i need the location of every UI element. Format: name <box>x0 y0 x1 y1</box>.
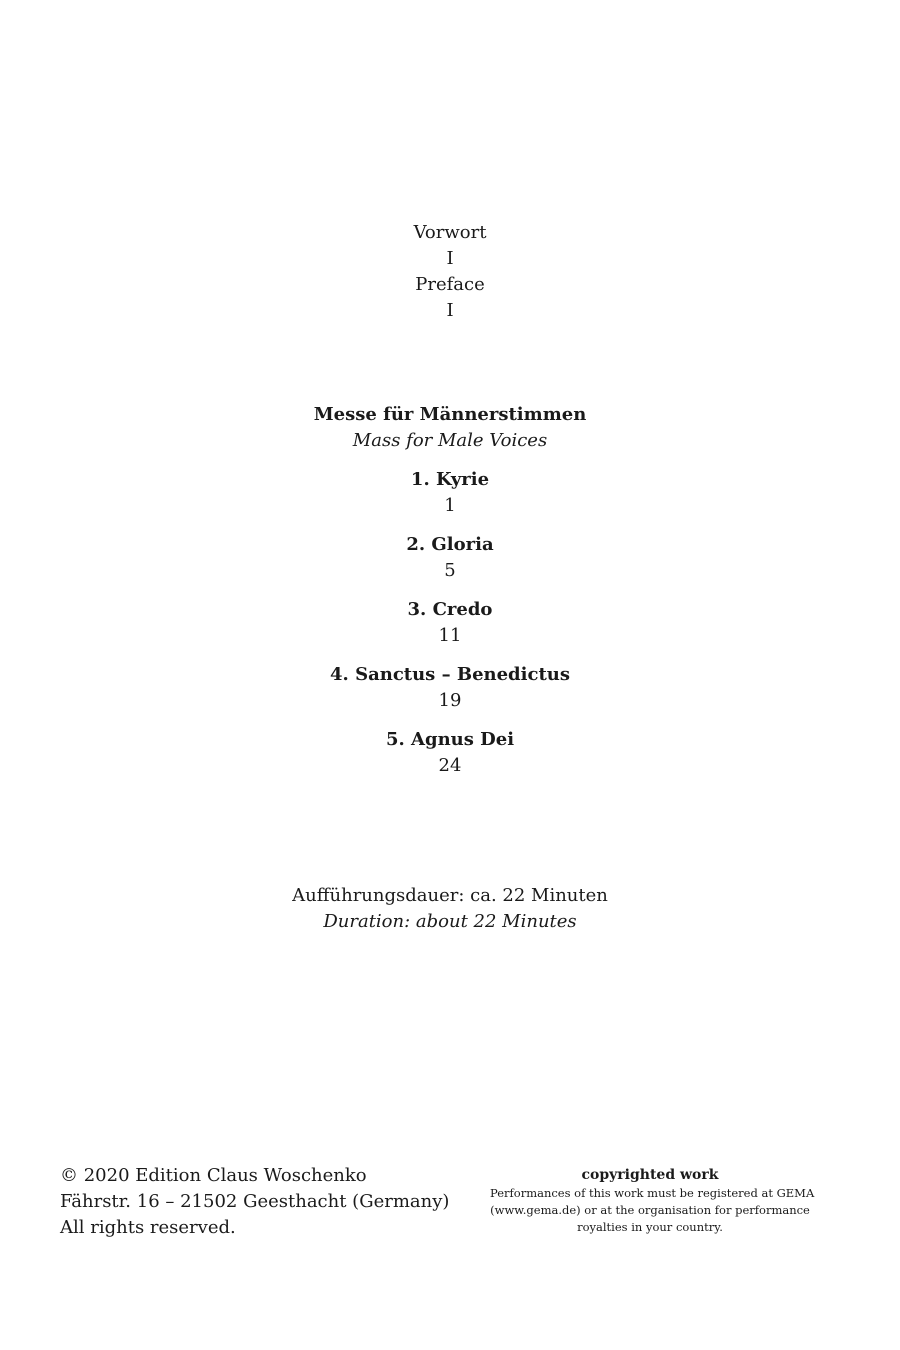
movement-title: 5. Agnus Dei <box>385 729 515 750</box>
publisher-copyright: © 2020 Edition Claus Woschenko <box>60 1165 367 1186</box>
movement-title: 2. Gloria <box>406 534 494 555</box>
copyright-notice-title: copyrighted work <box>581 1167 719 1183</box>
movement-title: 4. Sanctus – Benedictus <box>330 664 570 685</box>
movement-title: 1. Kyrie <box>410 469 490 490</box>
publisher-address: Fährstr. 16 – 21502 Geesthacht (Germany) <box>60 1191 450 1212</box>
movement-page: 1 <box>444 495 456 516</box>
movement-page: 24 <box>438 755 462 776</box>
work-title: Messe für Männerstimmen <box>313 404 587 425</box>
publisher-rights: All rights reserved. <box>60 1217 236 1238</box>
duration-en: Duration: about 22 Minutes <box>323 911 577 932</box>
copyright-notice-line: Performances of this work must be registered at GEMA <box>490 1186 815 1200</box>
copyright-notice-line: (www.gema.de) or at the organisation for performance <box>490 1203 810 1217</box>
foreword-en: Preface <box>415 274 485 295</box>
foreword-en-page: I <box>446 300 454 321</box>
movement-page: 19 <box>438 690 462 711</box>
movement-page: 11 <box>438 625 462 646</box>
foreword-de: Vorwort <box>413 222 487 243</box>
copyright-notice-line: royalties in your country. <box>577 1220 723 1234</box>
publisher-block <box>60 1163 449 1241</box>
movement-title: 3. Credo <box>407 599 493 620</box>
duration-de: Aufführungsdauer: ca. 22 Minuten <box>292 885 608 906</box>
movement-page: 5 <box>444 560 456 581</box>
work-subtitle: Mass for Male Voices <box>352 430 548 451</box>
foreword-de-page: I <box>446 248 454 269</box>
copyright-notice <box>490 1165 815 1236</box>
